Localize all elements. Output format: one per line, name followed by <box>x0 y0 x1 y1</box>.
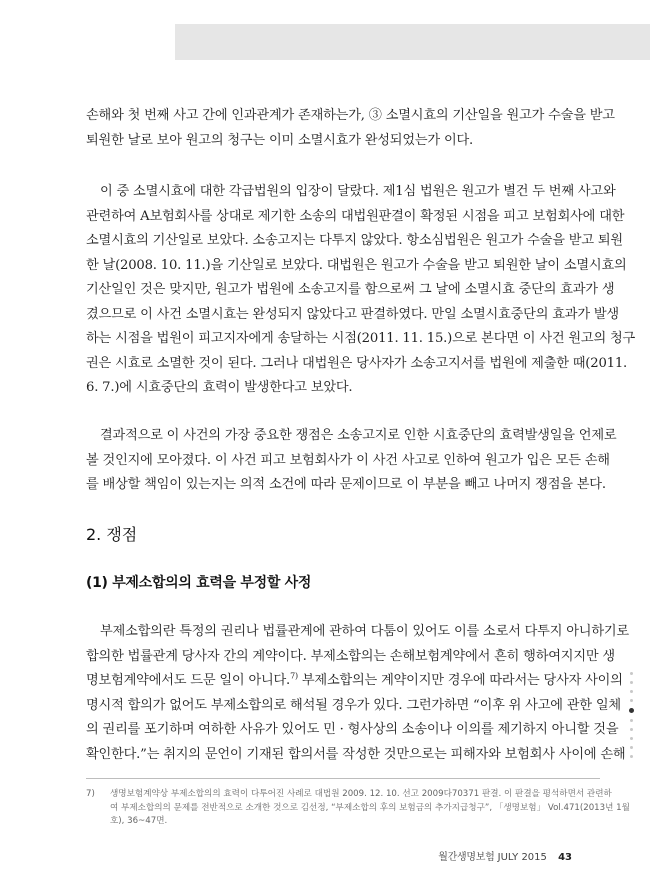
section-heading: 2. 쟁점 <box>86 525 138 544</box>
page-dot <box>630 746 633 749</box>
page-dot <box>630 755 633 758</box>
issue-date: JULY 2015 <box>497 852 547 863</box>
page-dot <box>630 681 633 684</box>
paragraph-line: 6. 7.)에 시효중단의 효력이 발생한다고 보았다. <box>86 380 353 395</box>
paragraph-line-part: 부제소합의는 계약이지만 경우에 따라서는 당사자 사이의 <box>297 673 623 688</box>
footnote-ref[interactable]: 7) <box>290 671 298 681</box>
page-dot <box>630 672 633 675</box>
paragraph-line <box>86 669 623 694</box>
paragraph-line-part: 명보험계약에서도 드문 일이 아니다. <box>86 673 291 688</box>
paragraph-line: 명시적 합의가 없어도 부제소합의로 해석될 경우가 있다. 그런가하면 “이후 위 사고에 관한 일체 <box>86 697 621 713</box>
footnote-line: 호), 36~47면. <box>110 816 168 826</box>
page-dot-active <box>629 708 634 713</box>
page-dot <box>630 690 633 693</box>
paragraph-line: 겼으므로 이 사건 소멸시효는 완성되지 않았다고 판결하였다. 만일 소멸시효중단의 효과가 발생 <box>86 306 619 322</box>
paragraph-line: 관련하여 A보험회사를 상대로 제기한 소송의 대법원판결이 확정된 시점을 피고 보험회사에 대한 <box>86 208 625 224</box>
page-number: 43 <box>558 852 572 863</box>
footnote-number: 7) <box>86 789 95 799</box>
footnote-divider <box>86 778 600 779</box>
footnote-line: 생명보험계약상 부제소합의의 효력이 다투어진 사례로 대법원 2009. 12. 10. 선고 2009다70371 판결. 이 판결을 평석하면서 관련하 <box>110 789 612 799</box>
page-dot <box>630 719 633 722</box>
page-dot <box>630 737 633 740</box>
paragraph-line: 소멸시효의 기산일로 보았다. 소송고지는 다투지 않았다. 항소심법원은 원고가 수술을 받고 퇴원 <box>86 233 623 248</box>
page-dots <box>629 672 635 764</box>
page-dot <box>630 728 633 731</box>
paragraph-line: 하는 시점을 법원이 피고지자에게 송달하는 시점(2011. 11. 15.)으로 본다면 이 사건 원고의 청구 <box>86 331 636 346</box>
subsection-heading: (1) 부제소합의의 효력을 부정할 사정 <box>86 575 312 591</box>
paragraph-line: 합의한 법률관계 당사자 간의 계약이다. 부제소합의는 손해보험계약에서 흔히 행하여지지만 생 <box>86 648 615 664</box>
paragraph-line: 이 중 소멸시효에 대한 각급법원의 입장이 달랐다. 제1심 법원은 원고가 별건 두 번째 사고와 <box>100 184 616 199</box>
paragraph-line: 손해와 첫 번째 사고 간에 인과관계가 존재하는가, ③ 소멸시효의 기산일을 원고가 수술을 받고 <box>86 108 615 123</box>
paragraph-line: 부제소합의란 특정의 권리나 법률관계에 관하여 다툼이 있어도 이를 소로서 다투지 아니하기로 <box>100 624 629 639</box>
paragraph-3 <box>86 424 617 498</box>
magazine-name: 월간생명보험 <box>438 852 495 863</box>
paragraph-line: 의 권리를 포기하며 여하한 사유가 있어도 민 · 형사상의 소송이나 이의를 제기하지 아니할 것을 <box>86 722 619 737</box>
paragraph-line: 볼 것인지에 모아졌다. 이 사건 피고 보험회사가 이 사건 사고로 인하여 원고가 입은 모든 손해 <box>86 452 610 468</box>
paragraph-line: 한 날(2008. 10. 11.)을 기산일로 보았다. 대법원은 원고가 수술을 받고 퇴원한 날이 소멸시효의 <box>86 257 627 273</box>
footnote-text <box>110 788 630 829</box>
footnote-line: 여 부제소합의의 문제를 전반적으로 소개한 것으로 김선정, “부제소합의 후의 보험금의 추가지급청구”, 「생명보험」 Vol.471(2013년 1월 <box>110 802 630 813</box>
paragraph-line: 권은 시효로 소멸한 것이 된다. 그러나 대법원은 당사자가 소송고지서를 법원에 제출한 때(2011. <box>86 355 628 371</box>
page-footer <box>438 848 572 863</box>
paragraph-line: 결과적으로 이 사건의 가장 중요한 쟁점은 소송고지로 인한 시효중단의 효력발생일을 언제로 <box>100 428 617 443</box>
header-band <box>175 24 650 60</box>
paragraph-line: 퇴원한 날로 보아 원고의 청구는 이미 소멸시효가 완성되었는가 이다. <box>86 132 474 148</box>
paragraph-4 <box>86 620 629 767</box>
paragraph-line: 확인한다.”는 취지의 문언이 기재된 합의서를 작성한 것만으로는 피해자와 보험회사 사이에 손해 <box>86 746 626 762</box>
paragraph-line: 기산일인 것은 맞지만, 원고가 법원에 소송고지를 함으로써 그 날에 소멸시효 중단의 효과가 생 <box>86 282 615 297</box>
paragraph-1 <box>86 104 615 153</box>
paragraph-line: 를 배상할 책임이 있는지는 의적 소건에 따라 문제이므로 이 부분을 빼고 나머지 쟁점을 본다. <box>86 477 606 492</box>
paragraph-2 <box>86 180 636 401</box>
page-dot <box>630 699 633 702</box>
